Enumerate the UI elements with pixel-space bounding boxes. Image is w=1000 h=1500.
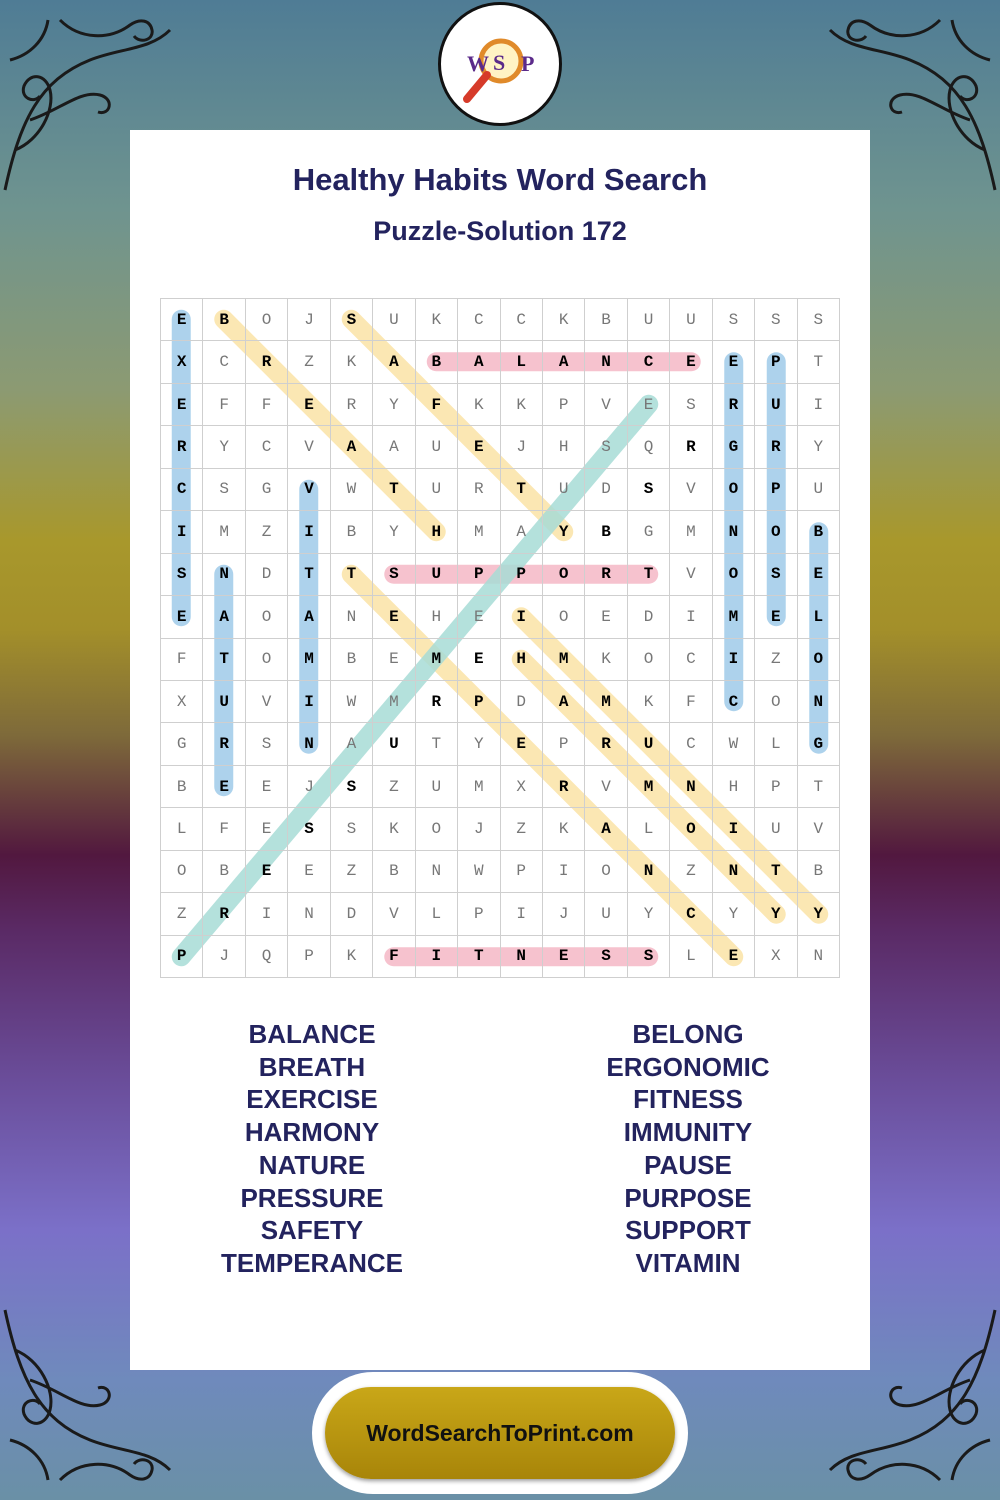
word-list-item: BREATH bbox=[258, 1051, 366, 1082]
grid-cell[interactable]: E bbox=[543, 936, 585, 978]
grid-cell[interactable]: K bbox=[585, 639, 627, 681]
grid-cell[interactable]: S bbox=[628, 469, 670, 511]
grid-cell[interactable]: Y bbox=[373, 511, 415, 553]
grid-cell[interactable]: E bbox=[458, 639, 500, 681]
grid-cell[interactable]: O bbox=[798, 639, 840, 681]
grid-cell[interactable]: I bbox=[246, 893, 288, 935]
grid-cell[interactable]: U bbox=[373, 299, 415, 341]
grid-cell[interactable]: T bbox=[798, 766, 840, 808]
grid-cell[interactable]: U bbox=[416, 426, 458, 468]
grid-cell[interactable]: F bbox=[670, 681, 712, 723]
grid-cell[interactable]: C bbox=[501, 299, 543, 341]
grid-cell[interactable]: J bbox=[288, 766, 330, 808]
word-list-item: FITNESS bbox=[633, 1084, 743, 1115]
grid-cell[interactable]: J bbox=[203, 936, 245, 978]
grid-cell[interactable]: M bbox=[628, 766, 670, 808]
grid-cell[interactable]: C bbox=[203, 341, 245, 383]
grid-cell[interactable]: L bbox=[628, 808, 670, 850]
grid-cell[interactable]: A bbox=[288, 596, 330, 638]
wsp-logo[interactable] bbox=[438, 2, 562, 126]
grid-cell[interactable]: Y bbox=[373, 384, 415, 426]
grid-cell[interactable]: U bbox=[755, 808, 797, 850]
grid-cell[interactable]: A bbox=[373, 341, 415, 383]
grid-cell[interactable]: T bbox=[288, 554, 330, 596]
grid-cell[interactable]: I bbox=[501, 893, 543, 935]
grid-cell[interactable]: G bbox=[713, 426, 755, 468]
word-list-item: VITAMIN bbox=[635, 1247, 741, 1278]
grid-cell[interactable]: I bbox=[288, 511, 330, 553]
grid-cell[interactable]: Z bbox=[501, 808, 543, 850]
grid-cell[interactable]: U bbox=[416, 766, 458, 808]
grid-cell[interactable]: O bbox=[755, 511, 797, 553]
grid-cell[interactable]: I bbox=[798, 384, 840, 426]
grid-cell[interactable]: Y bbox=[458, 723, 500, 765]
svg-text:W: W bbox=[467, 51, 489, 76]
grid-cell[interactable]: R bbox=[543, 766, 585, 808]
grid-cell[interactable]: M bbox=[458, 511, 500, 553]
grid-cell[interactable]: K bbox=[501, 384, 543, 426]
grid-cell[interactable]: E bbox=[373, 596, 415, 638]
word-list-item: HARMONY bbox=[244, 1117, 380, 1148]
grid-cell[interactable]: E bbox=[161, 596, 203, 638]
grid-cell[interactable]: E bbox=[713, 936, 755, 978]
grid-cell[interactable]: K bbox=[373, 808, 415, 850]
grid-cell[interactable]: O bbox=[161, 851, 203, 893]
grid-cell[interactable]: I bbox=[670, 596, 712, 638]
grid-cell[interactable]: S bbox=[331, 808, 373, 850]
grid-cell[interactable]: C bbox=[713, 681, 755, 723]
grid-cell[interactable]: R bbox=[670, 426, 712, 468]
grid-cell[interactable]: K bbox=[628, 681, 670, 723]
word-list-right bbox=[538, 1018, 838, 1280]
grid-cell[interactable]: U bbox=[628, 299, 670, 341]
grid-cell[interactable]: U bbox=[628, 723, 670, 765]
word-list-item: PRESSURE bbox=[240, 1182, 384, 1213]
grid-cell[interactable]: X bbox=[161, 681, 203, 723]
grid-cell[interactable]: Q bbox=[246, 936, 288, 978]
grid-cell[interactable]: O bbox=[713, 554, 755, 596]
grid-cell[interactable]: Z bbox=[373, 766, 415, 808]
grid-cell[interactable]: C bbox=[670, 639, 712, 681]
grid-cell[interactable]: O bbox=[246, 299, 288, 341]
grid-cell[interactable]: L bbox=[416, 893, 458, 935]
letter-grid bbox=[160, 298, 840, 978]
grid-cell[interactable]: U bbox=[416, 554, 458, 596]
grid-cell[interactable]: U bbox=[755, 384, 797, 426]
grid-cell[interactable]: R bbox=[458, 469, 500, 511]
grid-cell[interactable]: S bbox=[203, 469, 245, 511]
grid-cell[interactable]: G bbox=[628, 511, 670, 553]
grid-cell[interactable]: A bbox=[373, 426, 415, 468]
grid-cell[interactable]: X bbox=[501, 766, 543, 808]
grid-cell[interactable]: E bbox=[755, 596, 797, 638]
grid-cell[interactable]: P bbox=[755, 469, 797, 511]
grid-cell[interactable]: T bbox=[203, 639, 245, 681]
grid-cell[interactable]: A bbox=[203, 596, 245, 638]
grid-cell[interactable]: P bbox=[543, 723, 585, 765]
grid-cell[interactable]: R bbox=[203, 893, 245, 935]
grid-cell[interactable]: N bbox=[798, 681, 840, 723]
grid-cell[interactable]: F bbox=[416, 384, 458, 426]
grid-cell[interactable]: I bbox=[543, 851, 585, 893]
grid-cell[interactable]: A bbox=[331, 723, 373, 765]
grid-cell[interactable]: V bbox=[585, 766, 627, 808]
grid-cell[interactable]: E bbox=[288, 851, 330, 893]
grid-cell[interactable]: T bbox=[628, 554, 670, 596]
grid-cell[interactable]: M bbox=[713, 596, 755, 638]
grid-cell[interactable]: U bbox=[373, 723, 415, 765]
grid-cell[interactable]: M bbox=[288, 639, 330, 681]
grid-cell[interactable]: X bbox=[161, 341, 203, 383]
grid-cell[interactable]: T bbox=[798, 341, 840, 383]
grid-cell[interactable]: N bbox=[288, 893, 330, 935]
grid-cell[interactable]: S bbox=[161, 554, 203, 596]
grid-cell[interactable]: E bbox=[288, 384, 330, 426]
grid-cell[interactable]: A bbox=[543, 681, 585, 723]
grid-cell[interactable]: J bbox=[458, 808, 500, 850]
grid-cell[interactable]: N bbox=[628, 851, 670, 893]
grid-cell[interactable]: I bbox=[416, 936, 458, 978]
grid-cell[interactable]: A bbox=[543, 341, 585, 383]
grid-cell[interactable]: M bbox=[458, 766, 500, 808]
grid-cell[interactable]: M bbox=[416, 639, 458, 681]
grid-cell[interactable]: E bbox=[713, 341, 755, 383]
grid-cell[interactable]: N bbox=[798, 936, 840, 978]
grid-cell[interactable]: B bbox=[798, 511, 840, 553]
grid-cell[interactable]: G bbox=[161, 723, 203, 765]
word-list-left bbox=[162, 1018, 462, 1280]
grid-cell[interactable]: P bbox=[755, 766, 797, 808]
grid-cell[interactable]: O bbox=[628, 639, 670, 681]
grid-cell[interactable]: F bbox=[373, 936, 415, 978]
grid-cell[interactable]: U bbox=[585, 893, 627, 935]
grid-cell[interactable]: R bbox=[203, 723, 245, 765]
grid-cell[interactable]: R bbox=[755, 426, 797, 468]
grid-cell[interactable]: H bbox=[543, 426, 585, 468]
grid-cell[interactable]: T bbox=[501, 469, 543, 511]
word-list-item: IMMUNITY bbox=[623, 1117, 753, 1148]
grid-cell[interactable]: J bbox=[501, 426, 543, 468]
grid-cell[interactable]: I bbox=[713, 639, 755, 681]
grid-cell[interactable]: G bbox=[798, 723, 840, 765]
grid-cell[interactable]: H bbox=[501, 639, 543, 681]
grid-cell[interactable]: O bbox=[543, 596, 585, 638]
grid-cell[interactable]: S bbox=[246, 723, 288, 765]
grid-cell[interactable]: M bbox=[203, 511, 245, 553]
grid-cell[interactable]: E bbox=[203, 766, 245, 808]
grid-cell[interactable]: K bbox=[543, 808, 585, 850]
grid-cell[interactable]: E bbox=[628, 384, 670, 426]
grid-cell[interactable]: Y bbox=[798, 426, 840, 468]
grid-cell[interactable]: P bbox=[501, 851, 543, 893]
grid-cell[interactable]: P bbox=[458, 554, 500, 596]
word-list-item: BELONG bbox=[632, 1019, 744, 1049]
grid-cell[interactable]: N bbox=[288, 723, 330, 765]
grid-cell[interactable]: U bbox=[670, 299, 712, 341]
grid-cell[interactable]: W bbox=[331, 681, 373, 723]
grid-cell[interactable]: R bbox=[161, 426, 203, 468]
word-list-item: EXERCISE bbox=[246, 1084, 378, 1115]
grid-cell[interactable]: S bbox=[713, 299, 755, 341]
grid-cell[interactable]: U bbox=[798, 469, 840, 511]
grid-cell[interactable]: E bbox=[246, 808, 288, 850]
grid-cell[interactable]: O bbox=[246, 596, 288, 638]
grid-cell[interactable]: B bbox=[331, 639, 373, 681]
grid-cell[interactable]: N bbox=[670, 766, 712, 808]
grid-cell[interactable]: S bbox=[288, 808, 330, 850]
grid-cell[interactable]: C bbox=[246, 426, 288, 468]
grid-cell[interactable]: O bbox=[670, 808, 712, 850]
grid-cell[interactable]: P bbox=[755, 341, 797, 383]
grid-cell[interactable]: P bbox=[458, 893, 500, 935]
grid-cell[interactable]: H bbox=[416, 511, 458, 553]
word-list-item: SAFETY bbox=[260, 1215, 364, 1246]
grid-cell[interactable]: S bbox=[798, 299, 840, 341]
grid-cell[interactable]: B bbox=[161, 766, 203, 808]
grid-cell[interactable]: E bbox=[246, 766, 288, 808]
grid-cell[interactable]: P bbox=[288, 936, 330, 978]
grid-cell[interactable]: N bbox=[416, 851, 458, 893]
grid-cell[interactable]: O bbox=[416, 808, 458, 850]
grid-cell[interactable]: B bbox=[203, 299, 245, 341]
puzzle-subtitle: Puzzle-Solution 172 bbox=[373, 216, 627, 246]
grid-cell[interactable]: T bbox=[373, 469, 415, 511]
grid-cell[interactable]: V bbox=[288, 469, 330, 511]
grid-cell[interactable]: N bbox=[713, 511, 755, 553]
grid-cell[interactable]: Y bbox=[628, 893, 670, 935]
grid-cell[interactable]: M bbox=[373, 681, 415, 723]
grid-cell[interactable]: V bbox=[585, 384, 627, 426]
grid-cell[interactable]: T bbox=[416, 723, 458, 765]
grid-cell[interactable]: F bbox=[161, 639, 203, 681]
grid-cell[interactable]: R bbox=[713, 384, 755, 426]
grid-cell[interactable]: L bbox=[501, 341, 543, 383]
magnifier-icon bbox=[441, 5, 559, 123]
svg-text:S: S bbox=[493, 50, 506, 75]
grid-cell[interactable]: A bbox=[458, 341, 500, 383]
grid-cell[interactable]: R bbox=[331, 384, 373, 426]
grid-cell[interactable]: T bbox=[458, 936, 500, 978]
grid-cell[interactable]: D bbox=[628, 596, 670, 638]
grid-cell[interactable]: E bbox=[798, 554, 840, 596]
grid-cell[interactable]: R bbox=[585, 723, 627, 765]
grid-cell[interactable]: I bbox=[161, 511, 203, 553]
grid-cell[interactable]: L bbox=[798, 596, 840, 638]
grid-cell[interactable]: A bbox=[501, 511, 543, 553]
grid-cell[interactable]: Y bbox=[713, 893, 755, 935]
grid-cell[interactable]: S bbox=[755, 554, 797, 596]
grid-cell[interactable]: Z bbox=[755, 639, 797, 681]
grid-cell[interactable]: C bbox=[670, 723, 712, 765]
word-list-item: SUPPORT bbox=[625, 1215, 751, 1246]
grid-cell[interactable]: O bbox=[585, 851, 627, 893]
grid-cell[interactable]: P bbox=[543, 384, 585, 426]
grid-cell[interactable]: B bbox=[798, 851, 840, 893]
grid-cell[interactable]: S bbox=[331, 766, 373, 808]
grid-cell[interactable]: W bbox=[458, 851, 500, 893]
grid-cell[interactable]: W bbox=[331, 469, 373, 511]
grid-cell[interactable]: V bbox=[373, 893, 415, 935]
svg-text:P: P bbox=[521, 51, 535, 76]
grid-cell[interactable]: K bbox=[543, 299, 585, 341]
grid-cell[interactable]: K bbox=[331, 341, 373, 383]
grid-cell[interactable]: Z bbox=[288, 341, 330, 383]
grid-cell[interactable]: K bbox=[458, 384, 500, 426]
grid-cell[interactable]: Z bbox=[161, 893, 203, 935]
grid-cell[interactable]: C bbox=[628, 341, 670, 383]
grid-cell[interactable]: P bbox=[458, 681, 500, 723]
grid-cell[interactable]: B bbox=[203, 851, 245, 893]
word-list-item: TEMPERANCE bbox=[220, 1247, 403, 1278]
grid-cell[interactable]: D bbox=[585, 469, 627, 511]
word-list-item: ERGONOMIC bbox=[606, 1051, 770, 1082]
grid-cell[interactable]: H bbox=[416, 596, 458, 638]
grid-cell[interactable]: O bbox=[755, 681, 797, 723]
grid-cell[interactable]: B bbox=[331, 511, 373, 553]
word-list-item: NATURE bbox=[258, 1149, 366, 1180]
grid-cell[interactable]: Q bbox=[628, 426, 670, 468]
word-list-item: PURPOSE bbox=[624, 1182, 752, 1213]
grid-cell[interactable]: E bbox=[458, 426, 500, 468]
grid-cell[interactable]: N bbox=[501, 936, 543, 978]
grid-cell[interactable]: D bbox=[331, 893, 373, 935]
grid-cell[interactable]: Y bbox=[203, 426, 245, 468]
grid-cell[interactable]: G bbox=[246, 469, 288, 511]
grid-cell[interactable]: Z bbox=[670, 851, 712, 893]
grid-cell[interactable]: C bbox=[670, 893, 712, 935]
grid-cell[interactable]: E bbox=[246, 851, 288, 893]
grid-cell[interactable]: C bbox=[458, 299, 500, 341]
grid-cell[interactable]: S bbox=[755, 299, 797, 341]
grid-cell[interactable]: F bbox=[203, 808, 245, 850]
grid-cell[interactable]: X bbox=[755, 936, 797, 978]
grid-cell[interactable]: O bbox=[246, 639, 288, 681]
grid-cell[interactable]: B bbox=[373, 851, 415, 893]
grid-cell[interactable]: M bbox=[585, 681, 627, 723]
grid-cell[interactable]: F bbox=[246, 384, 288, 426]
grid-cell[interactable]: P bbox=[161, 936, 203, 978]
grid-cell[interactable]: W bbox=[713, 723, 755, 765]
page-title: Healthy Habits Word Search bbox=[292, 162, 708, 197]
grid-cell[interactable]: N bbox=[713, 851, 755, 893]
grid-cell[interactable]: T bbox=[331, 554, 373, 596]
grid-cell[interactable]: F bbox=[203, 384, 245, 426]
grid-cell[interactable]: O bbox=[713, 469, 755, 511]
grid-cell[interactable]: V bbox=[246, 681, 288, 723]
grid-cell[interactable]: S bbox=[373, 554, 415, 596]
grid-cell[interactable]: E bbox=[373, 639, 415, 681]
grid-cell[interactable]: L bbox=[670, 936, 712, 978]
grid-cell[interactable]: D bbox=[501, 681, 543, 723]
grid-cell[interactable]: L bbox=[161, 808, 203, 850]
grid-cell[interactable]: R bbox=[246, 341, 288, 383]
grid-cell[interactable]: B bbox=[585, 299, 627, 341]
grid-cell[interactable]: J bbox=[543, 893, 585, 935]
grid-cell[interactable]: Y bbox=[798, 893, 840, 935]
grid-cell[interactable]: Z bbox=[331, 851, 373, 893]
grid-cell[interactable]: E bbox=[501, 723, 543, 765]
grid-cell[interactable]: N bbox=[203, 554, 245, 596]
grid-cell[interactable]: O bbox=[543, 554, 585, 596]
grid-cell[interactable]: U bbox=[416, 469, 458, 511]
grid-cell[interactable]: B bbox=[585, 511, 627, 553]
grid-cell[interactable]: T bbox=[755, 851, 797, 893]
grid-cell[interactable]: E bbox=[161, 384, 203, 426]
grid-cell[interactable]: D bbox=[246, 554, 288, 596]
grid-cell[interactable]: V bbox=[670, 554, 712, 596]
grid-cell[interactable]: L bbox=[755, 723, 797, 765]
site-link-button[interactable]: WordSearchToPrint.com bbox=[325, 1387, 675, 1479]
grid-cell[interactable]: J bbox=[288, 299, 330, 341]
word-list-item: PAUSE bbox=[644, 1149, 732, 1180]
grid-cell[interactable]: N bbox=[331, 596, 373, 638]
grid-cell[interactable]: V bbox=[798, 808, 840, 850]
grid-cell[interactable]: Y bbox=[543, 511, 585, 553]
grid-cell[interactable]: H bbox=[713, 766, 755, 808]
grid-cell[interactable]: P bbox=[501, 554, 543, 596]
grid-cell[interactable]: U bbox=[203, 681, 245, 723]
grid-cell[interactable]: E bbox=[585, 596, 627, 638]
grid-cell[interactable]: E bbox=[161, 299, 203, 341]
grid-cell[interactable]: B bbox=[416, 341, 458, 383]
grid-cell[interactable]: E bbox=[458, 596, 500, 638]
grid-cell[interactable]: S bbox=[585, 426, 627, 468]
grid-cell[interactable]: K bbox=[331, 936, 373, 978]
grid-cell[interactable]: I bbox=[501, 596, 543, 638]
grid-cell[interactable]: A bbox=[331, 426, 373, 468]
grid-cell[interactable]: U bbox=[543, 469, 585, 511]
grid-cell[interactable]: A bbox=[585, 808, 627, 850]
grid-cell[interactable]: R bbox=[416, 681, 458, 723]
grid-cell[interactable]: I bbox=[288, 681, 330, 723]
grid-cell[interactable]: V bbox=[670, 469, 712, 511]
grid-cell[interactable]: R bbox=[585, 554, 627, 596]
grid-cell[interactable]: S bbox=[628, 936, 670, 978]
grid-cell[interactable]: E bbox=[670, 341, 712, 383]
word-list-item: BALANCE bbox=[248, 1019, 376, 1049]
grid-cell[interactable]: S bbox=[331, 299, 373, 341]
grid-cell[interactable]: N bbox=[585, 341, 627, 383]
grid-cell[interactable]: C bbox=[161, 469, 203, 511]
grid-cell[interactable]: S bbox=[670, 384, 712, 426]
grid-cell[interactable]: Z bbox=[246, 511, 288, 553]
word-search-grid bbox=[160, 298, 840, 978]
grid-cell[interactable]: K bbox=[416, 299, 458, 341]
grid-cell[interactable]: V bbox=[288, 426, 330, 468]
grid-cell[interactable]: M bbox=[670, 511, 712, 553]
grid-cell[interactable]: I bbox=[713, 808, 755, 850]
grid-cell[interactable]: M bbox=[543, 639, 585, 681]
grid-cell[interactable]: Y bbox=[755, 893, 797, 935]
grid-cell[interactable]: S bbox=[585, 936, 627, 978]
